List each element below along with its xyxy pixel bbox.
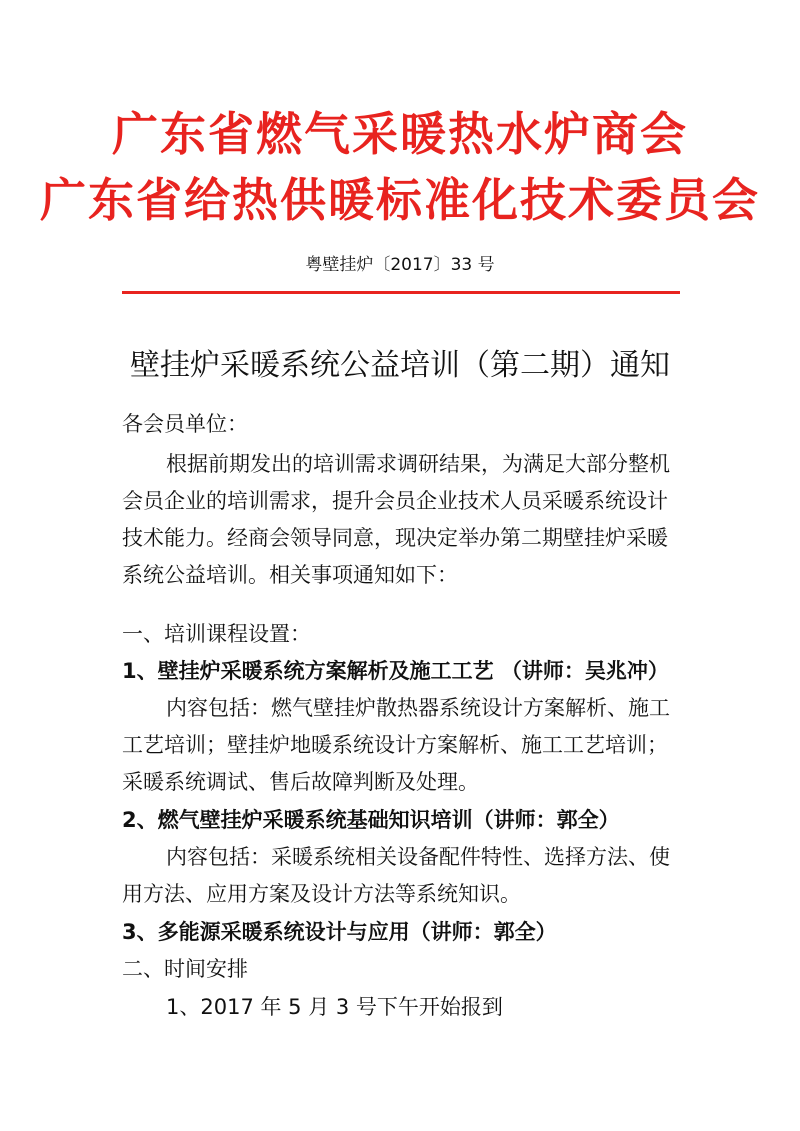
course-2-title: 2、燃气壁挂炉采暖系统基础知识培训（讲师：郭全）	[122, 808, 620, 832]
intro-line: 系统公益培训。相关事项通知如下：	[122, 563, 458, 587]
course-3-title: 3、多能源采暖系统设计与应用（讲师：郭全）	[122, 920, 557, 944]
course-1-title: 1、壁挂炉采暖系统方案解析及施工工艺 （讲师：吴兆冲）	[122, 659, 669, 683]
intro-line: 技术能力。经商会领导同意，现决定举办第二期壁挂炉采暖	[122, 526, 668, 550]
notice-title: 壁挂炉采暖系统公益培训（第二期）通知	[130, 348, 670, 383]
course-1-content-line: 内容包括：燃气壁挂炉散热器系统设计方案解析、施工	[166, 696, 670, 720]
course-1-content-line: 采暖系统调试、售后故障判断及处理。	[122, 770, 479, 794]
course-2-content-line: 用方法、应用方案及设计方法等系统知识。	[122, 882, 521, 906]
org-name-line-1: 广东省燃气采暖热水炉商会	[112, 107, 688, 161]
org-name-line-2: 广东省给热供暖标准化技术委员会	[40, 173, 760, 227]
section-heading-schedule: 二、时间安排	[122, 957, 248, 981]
intro-line: 会员企业的培训需求，提升会员企业技术人员采暖系统设计	[122, 489, 668, 513]
salutation: 各会员单位：	[122, 412, 248, 436]
course-2-content-line: 内容包括：采暖系统相关设备配件特性、选择方法、使	[166, 845, 670, 869]
document-number: 粤壁挂炉〔2017〕33 号	[305, 255, 495, 275]
schedule-item: 1、2017 年 5 月 3 号下午开始报到	[166, 995, 503, 1019]
section-heading-courses: 一、培训课程设置：	[122, 622, 311, 646]
course-1-content-line: 工艺培训；壁挂炉地暖系统设计方案解析、施工工艺培训；	[122, 733, 668, 757]
intro-line: 根据前期发出的培训需求调研结果，为满足大部分整机	[166, 452, 670, 476]
red-divider	[122, 291, 680, 294]
